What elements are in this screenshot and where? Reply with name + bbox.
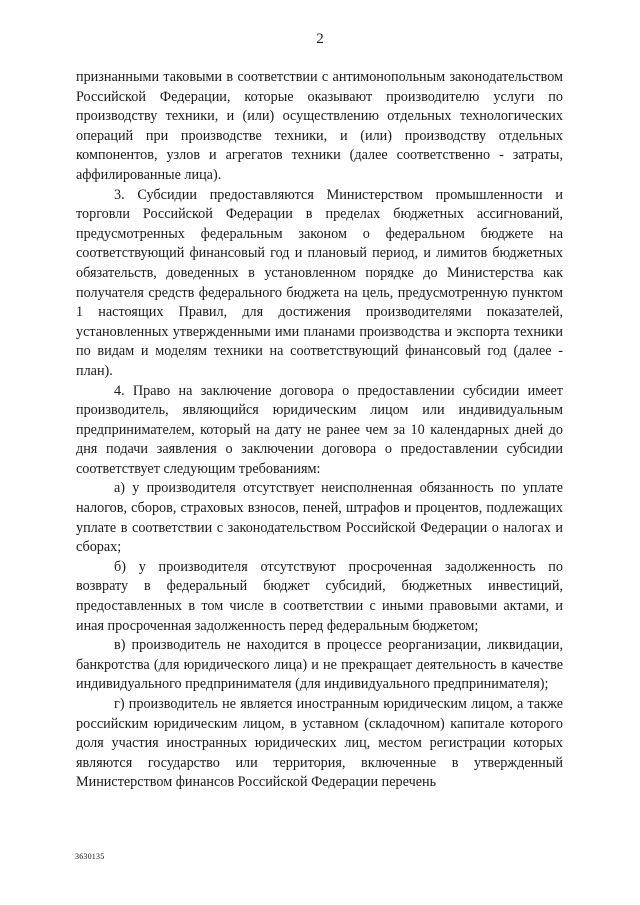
paragraph-item-3: 3. Субсидии предоставляются Министерством промышленности и торговли Российской Федерации в пределах бюджетных ассигнований, предусмотренных федеральным законом о федеральном бюджете на соответствующий финансовый год и плановый период, и лимитов бюджетных обязательств, доведенных в установленном порядке до Министерства как получателя средств федерального бюджета на цель, предусмотренную пунктом 1 настоящих Правил, для достижения производителями показателей, установленных утвержденными ими планами производства и экспорта техники по видам и моделям техники на соответствующий финансовый год (далее - план). <box>76 186 563 379</box>
document-code: 3630135 <box>75 852 105 861</box>
paragraph-item-4: 4. Право на заключение договора о предоставлении субсидии имеет производитель, являющийся юридическим лицом или индивидуальным предпринимателем, который на дату не ранее чем за 10 календарных дней до дня подачи заявления о заключении договора о предоставлении субсидии соответствует следующим требованиям: <box>76 382 563 477</box>
paragraph-subitem-b: б) у производителя отсутствуют просроченная задолженность по возврату в федеральный бюджет субсидий, бюджетных инвестиций, предоставленных в том числе в соответствии с иными правовыми актами, и иная просроченная задолженность перед федеральным бюджетом; <box>76 558 563 634</box>
document-body <box>76 68 563 793</box>
paragraph-subitem-a: а) у производителя отсутствует неисполненная обязанность по уплате налогов, сборов, страховых взносов, пеней, штрафов и процентов, подлежащих уплате в соответствии с законодательством Российской Федерации о налогах и сборах; <box>76 480 563 556</box>
paragraph-subitem-v: в) производитель не находится в процессе реорганизации, ликвидации, банкротства (для юридического лица) и не прекращает деятельность в качестве индивидуального предпринимателя (для индивидуального предпринимателя); <box>76 637 563 693</box>
page-number: 2 <box>316 31 324 47</box>
paragraph-subitem-g: г) производитель не является иностранным юридическим лицом, а также российским юридическим лицом, в уставном (складочном) капитале которого доля участия иностранных юридических лиц, местом регистрации которых являются государство или территория, включенные в утвержденный Министерством финансов Российской Федерации перечень <box>76 696 563 791</box>
paragraph-continuation: признанными таковыми в соответствии с антимонопольным законодательством Российской Федерации, которые оказывают производителю услуги по производству техники, и (или) осуществлению отдельных технологических операций при производстве техники, и (или) производству отдельных компонентов, узлов и агрегатов техники (далее соответственно - затраты, аффилированные лица). <box>76 69 563 183</box>
